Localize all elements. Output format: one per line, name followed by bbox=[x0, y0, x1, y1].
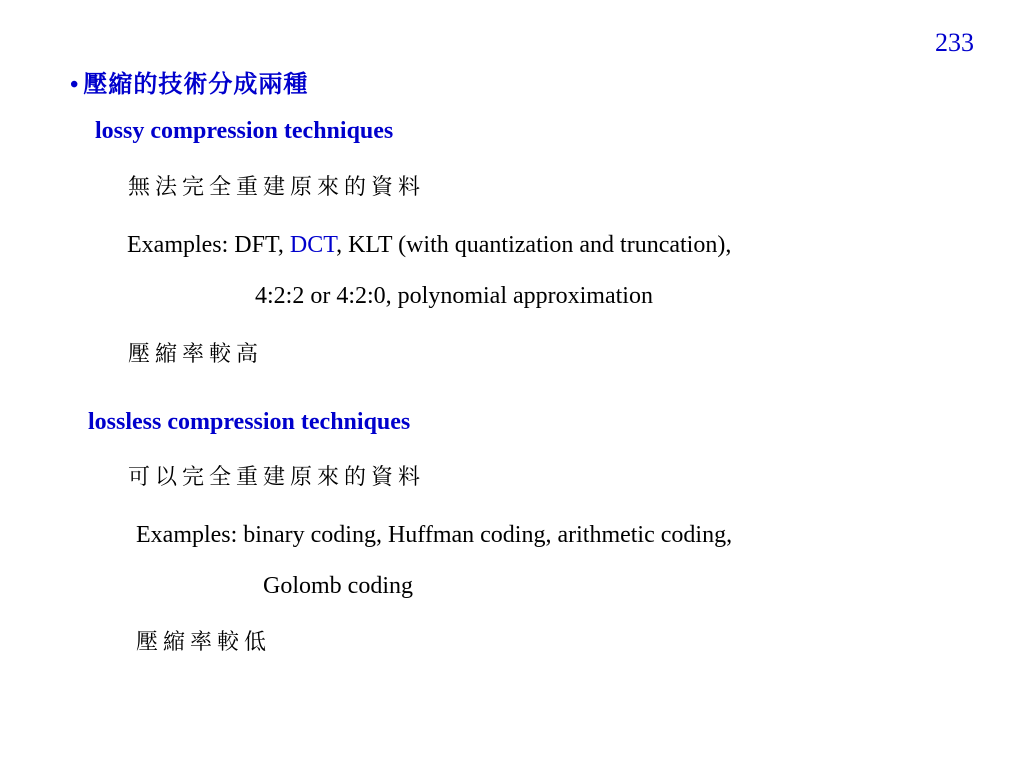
lossless-examples-line2: Golomb coding bbox=[263, 573, 413, 599]
lossy-examples-line1 bbox=[127, 232, 731, 259]
lossy-examples-line2: 4:2:2 or 4:2:0, polynomial approximation bbox=[255, 283, 653, 309]
lossless-section-title: lossless compression techniques bbox=[88, 409, 411, 435]
lossless-ratio: 壓縮率較低 bbox=[136, 630, 272, 655]
lossy-examples-prefix: Examples: DFT, bbox=[127, 232, 290, 258]
lossy-section-title: lossy compression techniques bbox=[95, 118, 394, 144]
page-number: 233 bbox=[935, 28, 974, 57]
lossy-ratio: 壓縮率較高 bbox=[128, 342, 264, 367]
lossy-examples-highlight: DCT bbox=[289, 232, 337, 258]
lossy-description: 無法完全重建原來的資料 bbox=[128, 175, 426, 200]
bullet-icon: • bbox=[70, 72, 80, 98]
slide-heading bbox=[70, 64, 308, 99]
slide-heading-text: 壓縮的技術分成兩種 bbox=[83, 72, 309, 98]
lossy-examples-rest: , KLT (with quantization and truncation), bbox=[336, 232, 732, 258]
lossless-examples-line1: Examples: binary coding, Huffman coding, arithmetic coding, bbox=[136, 522, 733, 548]
lossless-description: 可以完全重建原來的資料 bbox=[128, 465, 426, 490]
